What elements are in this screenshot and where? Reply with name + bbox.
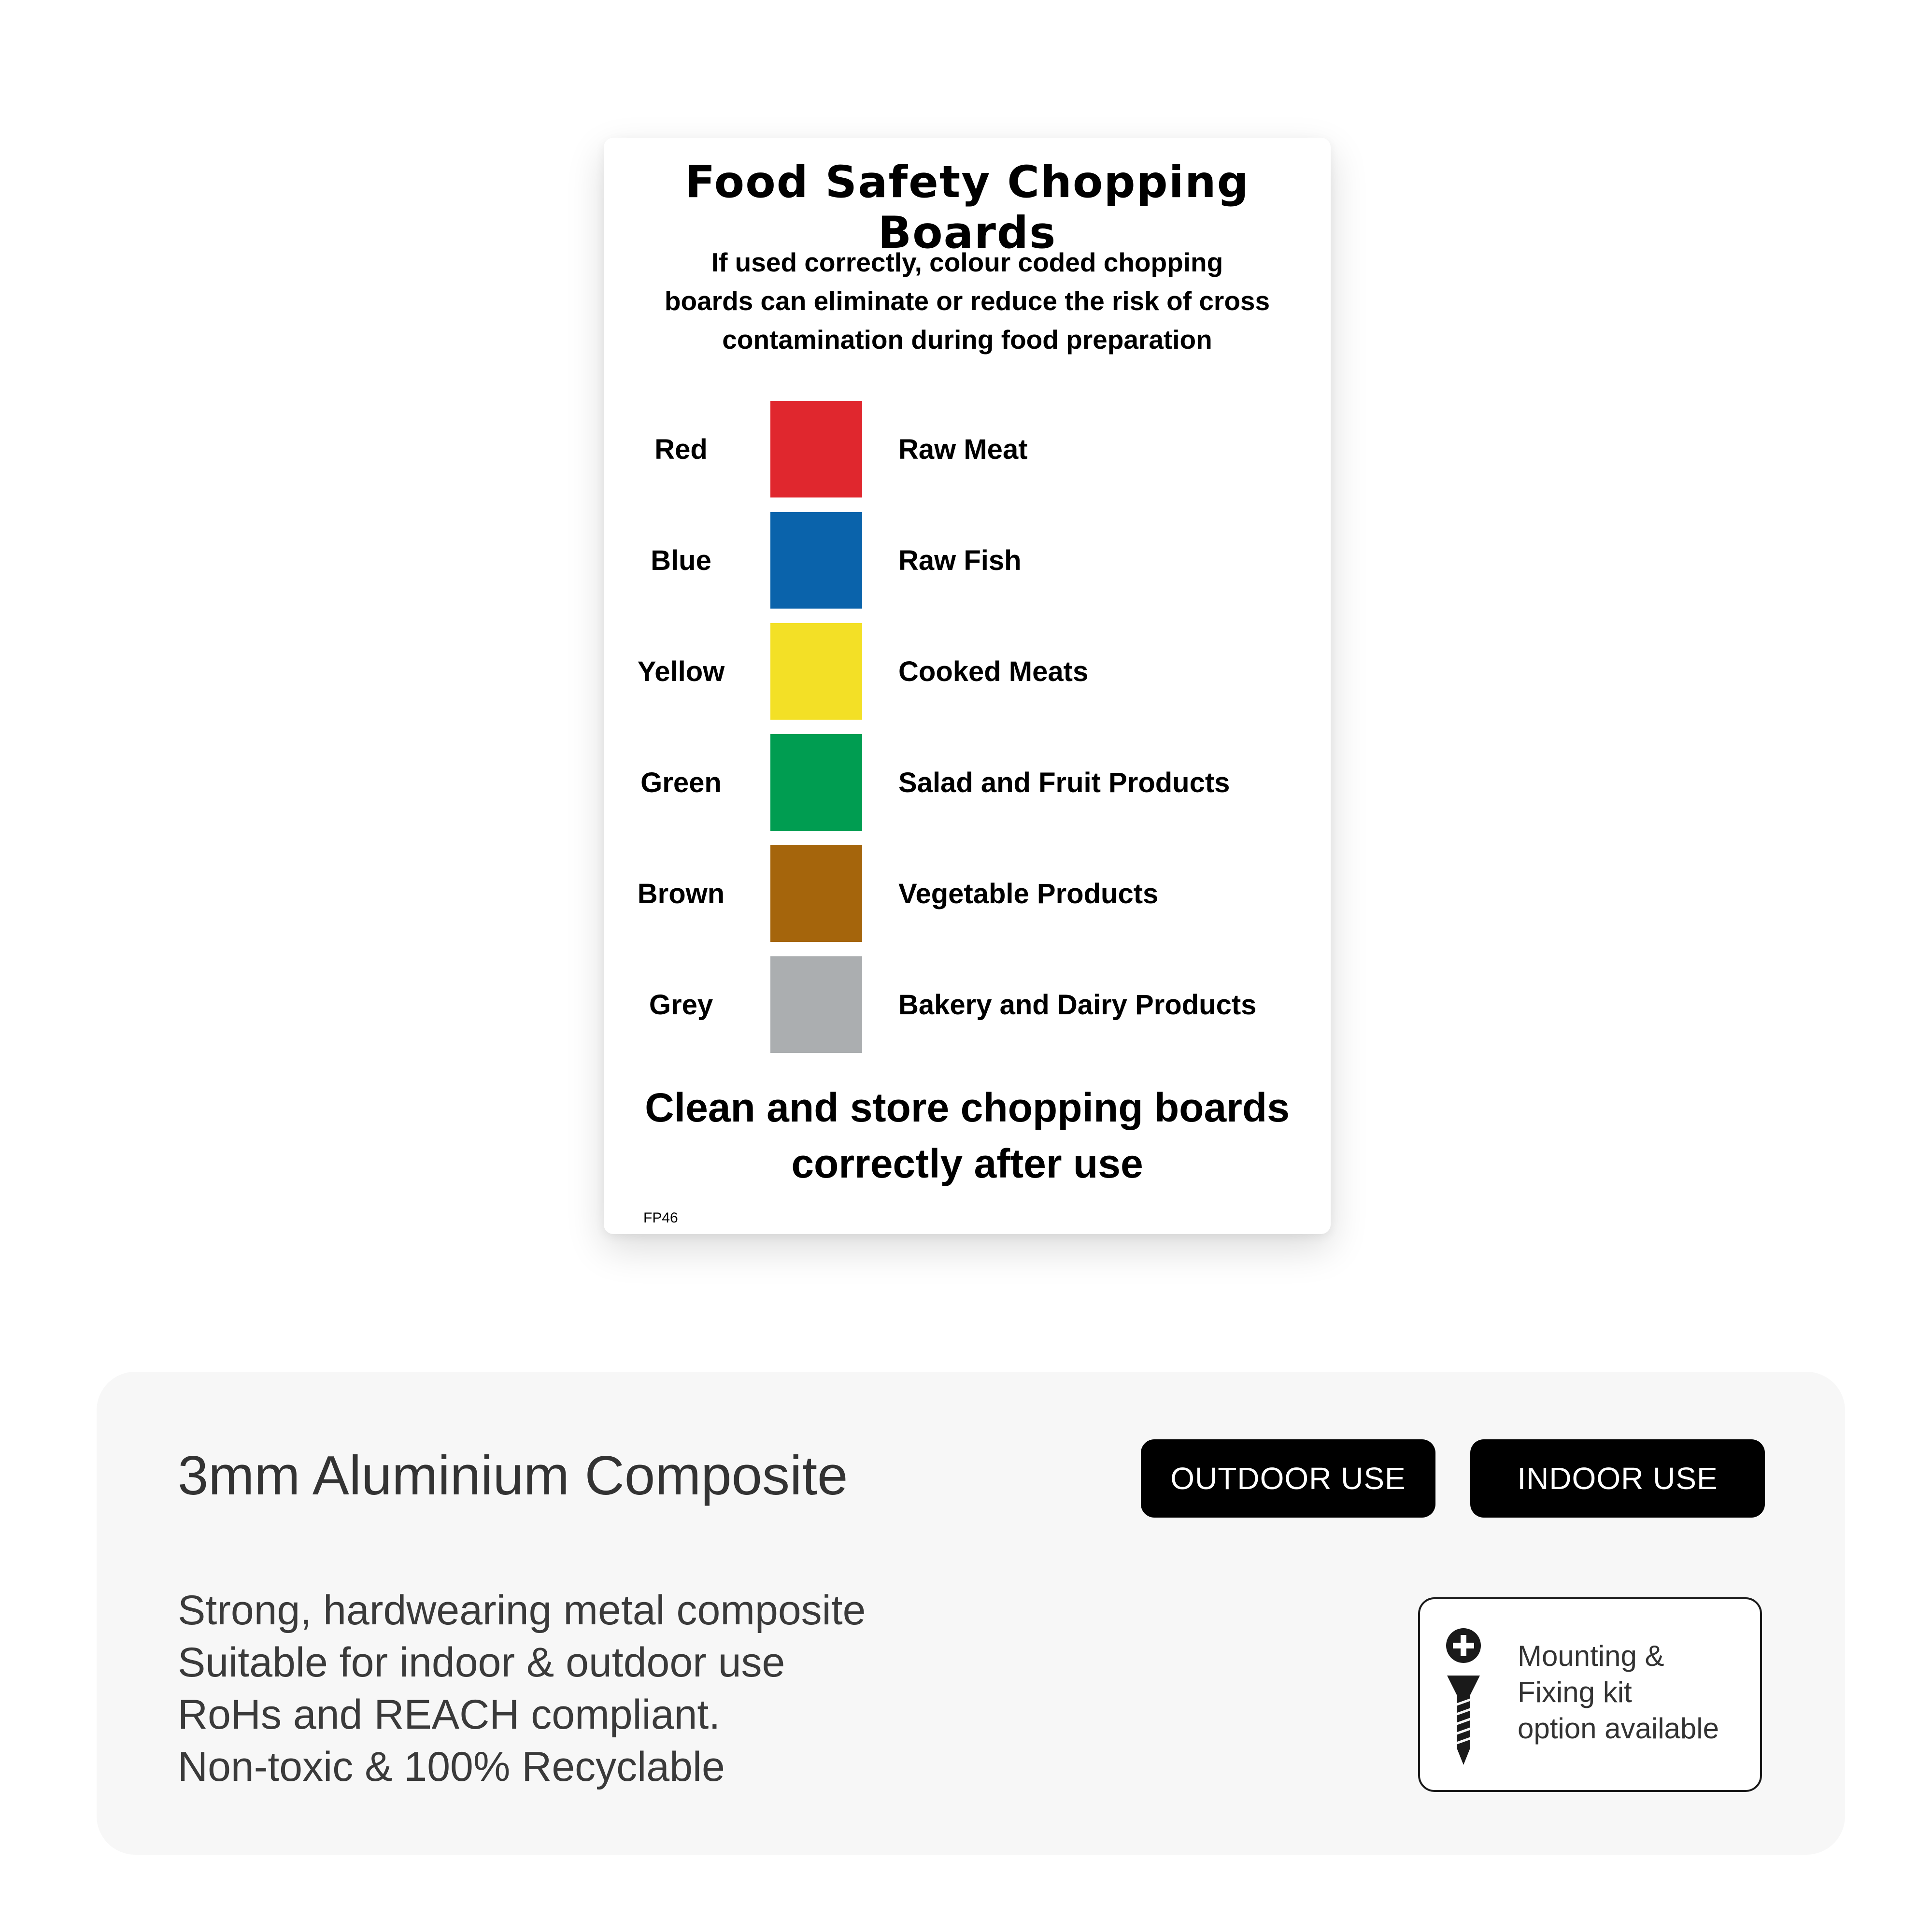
colour-swatch-grey <box>770 956 862 1053</box>
chopping-board-sign <box>604 138 1331 1234</box>
sign-intro-line: contamination during food preparation <box>722 325 1212 355</box>
sign-footer-line: Clean and store chopping boards <box>645 1085 1290 1130</box>
board-food-label: Salad and Fruit Products <box>898 767 1230 798</box>
board-row-yellow <box>604 623 1331 720</box>
indoor-use-badge: INDOOR USE <box>1470 1439 1765 1518</box>
board-colour-name: Red <box>654 433 708 465</box>
feature-item: RoHs and REACH compliant. <box>178 1691 721 1738</box>
feature-item: Non-toxic & 100% Recyclable <box>178 1744 725 1790</box>
colour-swatch-blue <box>770 512 862 609</box>
board-row-brown <box>604 845 1331 942</box>
board-food-label: Cooked Meats <box>898 655 1089 687</box>
board-row-blue <box>604 512 1331 609</box>
mounting-kit-line: Fixing kit <box>1518 1676 1632 1708</box>
mounting-kit-text <box>1518 1638 1719 1747</box>
sign-intro-line: boards can eliminate or reduce the risk of cross <box>664 286 1270 316</box>
board-food-label: Raw Fish <box>898 544 1022 576</box>
colour-swatch-yellow <box>770 623 862 720</box>
mounting-kit-box <box>1418 1597 1762 1792</box>
colour-swatch-green <box>770 734 862 831</box>
board-colour-name: Grey <box>649 989 713 1021</box>
board-row-red <box>604 401 1331 497</box>
sign-title: Food Safety Chopping Boards <box>685 157 1250 258</box>
board-colour-name: Green <box>640 767 722 798</box>
sign-product-code: FP46 <box>643 1210 678 1226</box>
colour-swatch-brown <box>770 845 862 942</box>
mounting-kit-line: Mounting & <box>1518 1640 1664 1672</box>
sign-intro-line: If used correctly, colour coded chopping <box>711 247 1223 277</box>
board-food-label: Raw Meat <box>898 433 1028 465</box>
feature-item: Suitable for indoor & outdoor use <box>178 1639 785 1686</box>
material-title: 3mm Aluminium Composite <box>178 1445 848 1506</box>
product-info-panel <box>97 1372 1845 1855</box>
screw-icon <box>1444 1627 1483 1767</box>
outdoor-use-badge: OUTDOOR USE <box>1141 1439 1435 1518</box>
sign-footer <box>623 1080 1311 1192</box>
board-colour-name: Yellow <box>637 655 725 687</box>
board-food-label: Vegetable Products <box>898 878 1159 909</box>
mounting-kit-line: option available <box>1518 1712 1719 1745</box>
board-row-green <box>604 734 1331 831</box>
board-colour-name: Brown <box>637 878 725 909</box>
board-colour-name: Blue <box>651 544 711 576</box>
colour-swatch-red <box>770 401 862 497</box>
feature-item: Strong, hardwearing metal composite <box>178 1587 866 1634</box>
sign-intro <box>642 243 1292 359</box>
feature-list <box>178 1584 866 1793</box>
sign-footer-line: correctly after use <box>791 1141 1143 1186</box>
board-row-grey <box>604 956 1331 1053</box>
board-food-label: Bakery and Dairy Products <box>898 989 1257 1021</box>
